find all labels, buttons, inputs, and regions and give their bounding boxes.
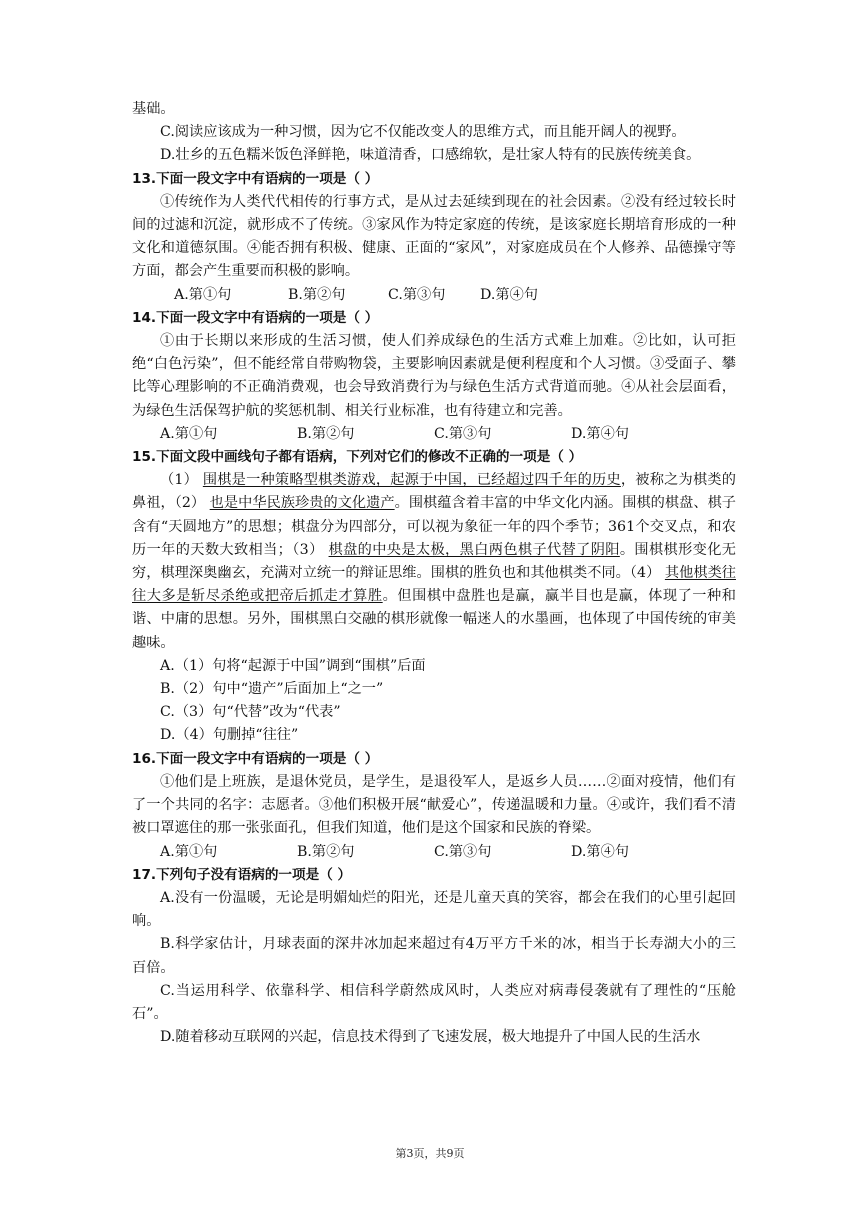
sentence-3-number: （3） [291, 541, 324, 558]
question-14-choices [132, 423, 736, 446]
question-16-passage: ①他们是上班族，是退休党员，是学生，是退役军人，是返乡人员……②面对疫情，他们有了一个共同的名字：志愿者。③他们积极开展“献爱心”，传递温暖和力量。④或许，我们看不清被口罩遮住的那一张张面孔，但我们知道，他们是这个国家和民族的脊梁。 [132, 773, 736, 837]
option-c: C.（3）句“代替”改为“代表” [160, 704, 341, 721]
passage-text: ，被称之为棋类的鼻祖， [132, 472, 736, 512]
question-14-passage: ①由于长期以来形成的生活习惯，使人们养成绿色的生活方式难上加难。②比如，认可拒绝“白色污染”，但不能经常自带购物袋，主要影响因素就是便利程度和个人习惯。③受面子、攀比等心理影响的不正确消费观，也会导致消费行为与绿色生活方式背道而驰。④从社会层面看，为绿色生活保驾护航的奖惩机制、相关行业标准，也有待建立和完善。 [132, 333, 736, 419]
question-13-title: 13.下面一段文字中有语病的一项是（ ） [132, 170, 379, 187]
passage-text: 。围棋棋形变化无穷，棋理深奥幽玄，充满对立统一的辩证思维。围棋的胜负也和其他棋类不同。 [132, 541, 736, 582]
option-a: A.没有一份温暖，无论是明媚灿烂的阳光，还是儿童天真的笑容，都会在我们的心里引起回响。 [132, 889, 736, 930]
question-16-title: 16.下面一段文字中有语病的一项是（ ） [132, 750, 379, 767]
choice-a: A.第①句 [160, 843, 218, 860]
choice-d: D.第④句 [571, 425, 629, 442]
question-14-title: 14.下面一段文字中有语病的一项是（ ） [132, 309, 379, 326]
choice-b: B.第②句 [288, 286, 346, 303]
underlined-sentence-2: 也是中华民族珍贵的文化遗产 [209, 495, 395, 512]
option-b: B.科学家估计，月球表面的深井冰加起来超过有4万平方千米的冰，相当于长寿湖大小的三百倍。 [132, 936, 736, 976]
option-a: A.（1）句将“起源于中国”调到“围棋”后面 [160, 657, 426, 674]
underlined-sentence-3: 棋盘的中央是太极，黑白两色棋子代替了阴阳 [328, 541, 620, 558]
question-15-title: 15.下面文段中画线句子都有语病，下列对它们的修改不正确的一项是（ ） [132, 449, 583, 466]
sentence-1-number: （1） [160, 472, 199, 489]
option-c: C.当运用科学、依靠科学、相信科学蔚然成风时，人类应对病毒侵袭就有了理性的“压舱石”。 [132, 982, 736, 1022]
choice-c: C.第③句 [388, 286, 446, 303]
option-d: D.壮乡的五色糯米饭色泽鲜艳，味道清香，口感绵软，是壮家人特有的民族传统美食。 [160, 147, 701, 164]
underlined-sentence-1: 围棋是一种策略型棋类游戏，起源于中国，已经超过四千年的历史 [202, 472, 621, 489]
choice-a: A.第①句 [160, 425, 218, 442]
option-c: C.阅读应该成为一种习惯，因为它不仅能改变人的思维方式，而且能开阔人的视野。 [160, 124, 686, 141]
question-13-choices [132, 284, 736, 307]
choice-c: C.第③句 [434, 425, 492, 442]
intro-line: 基础。 [132, 101, 175, 117]
exam-page [132, 98, 736, 1049]
option-d: D.（4）句删掉“往往” [160, 727, 299, 744]
question-13-passage: ①传统作为人类代代相传的行事方式，是从过去延续到现在的社会因素。②没有经过较长时间的过滤和沉淀，就形成不了传统。③家风作为特定家庭的传统，是该家庭长期培育形成的一种文化和道德氛围。④能否拥有积极、健康、正面的“家风”，对家庭成员在个人修养、品德操守等方面，都会产生重要而积极的影响。 [132, 193, 736, 280]
question-15-passage [132, 469, 736, 655]
sentence-4-number: （4） [629, 565, 661, 582]
passage-text: 。但围棋中盘胜也是赢，赢半目也是赢，体现了一种和谐、中庸的思想。另外，围棋黑白交融的棋形就像一幅迷人的水墨画，也体现了中国传统的审美趣味。 [132, 588, 736, 651]
choice-a: A.第①句 [174, 286, 232, 303]
sentence-2-number: （2） [174, 495, 206, 512]
choice-b: B.第②句 [297, 425, 355, 442]
passage-text: 。围棋蕴含着丰富的中华文化内涵。围棋的棋盘、棋子含有“天圆地方”的思想；棋盘分为四部分，可以视为象征一年的四个季节；361个交叉点，和农历一年的天数大致相当； [132, 495, 736, 558]
question-17-title: 17.下列句子没有语病的一项是（ ） [132, 866, 352, 883]
underlined-sentence-4: 其他棋类往往大多是斩尽杀绝或把帝后抓走才算胜 [132, 565, 736, 605]
choice-d: D.第④句 [480, 286, 538, 303]
page-number: 第3页，共9页 [395, 1147, 465, 1160]
choice-d: D.第④句 [571, 843, 629, 860]
question-16-choices [132, 841, 736, 864]
option-b: B.（2）句中“遗产”后面加上“之一” [160, 681, 384, 698]
choice-b: B.第②句 [297, 843, 355, 860]
option-d: D.随着移动互联网的兴起，信息技术得到了飞速发展，极大地提升了中国人民的生活水 [160, 1029, 701, 1046]
choice-c: C.第③句 [434, 843, 492, 860]
